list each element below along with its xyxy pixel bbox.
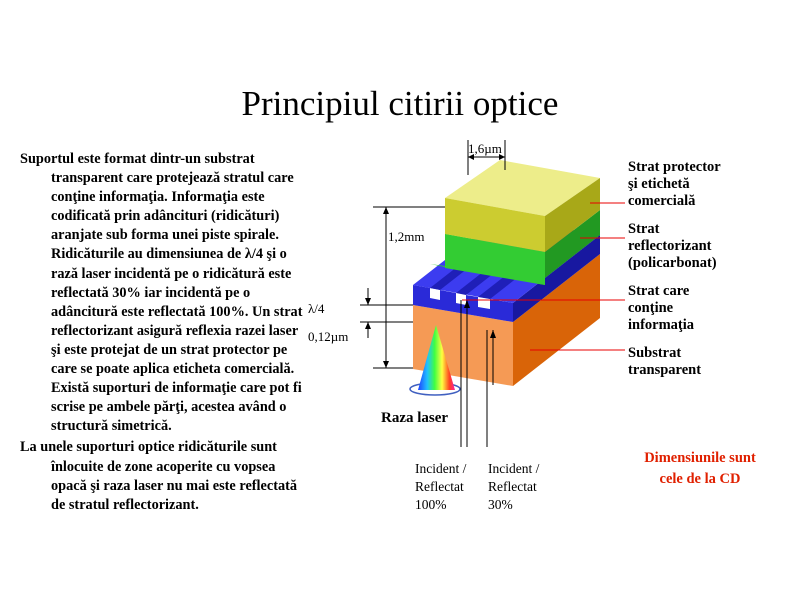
dim-height-label: 1,2mm <box>388 229 425 244</box>
laser-label: Raza laser <box>381 410 449 426</box>
dim-height-arrow-up <box>383 207 389 214</box>
label-reflective-1: Strat <box>628 221 660 237</box>
dim-pit-label: 0,12µm <box>308 329 349 344</box>
incident-100-line-2: Reflectat <box>415 479 464 494</box>
label-protective-1: Strat protector <box>628 159 721 175</box>
label-information-2: conţine <box>628 300 674 316</box>
incident-30-line-1: Incident / <box>488 461 540 476</box>
dim-lambda-head-up <box>365 322 371 329</box>
dim-height-arrow-down <box>383 361 389 368</box>
incident-30-line-2: Reflectat <box>488 479 537 494</box>
label-protective-2: şi etichetă <box>628 176 690 192</box>
paragraph-secondary: La unele suporturi optice ridicăturile sunt înlocuite de zone acoperite cu vopsea opacă şi raza laser nu mai este reflectată de stratul reflectorizant. <box>20 439 298 513</box>
label-reflective-2: reflectorizant <box>628 238 712 254</box>
dim-lambda-label: λ/4 <box>308 301 325 316</box>
note-line-2: cele de la CD <box>659 471 741 487</box>
label-substrate-2: transparent <box>628 362 702 378</box>
dim-width-label: 1,6µm <box>468 141 502 156</box>
paragraph-main: Suportul este format dintr-un substrat transparent care protejează stratul care conţine informaţia. Informaţia este codificată prin adâncituri (ridicături) aranjate sub forma unei piste spirale. Ridicăturile au dimensiunea de λ/4 şi o rază laser incidentă pe o ridicătură este reflectată 30% iar incidentă pe o adâncitură este reflectată 100%. Un strat reflectorizant asigură reflexia razei laser şi este protejat de un strat protector pe care se poate aplica eticheta comercială. Există suporturi de informaţie care pot fi scrise pe ambele părţi, acestea având o structură simetrică. <box>20 151 303 435</box>
label-reflective-3: (policarbonat) <box>628 255 717 271</box>
page-title: Principiul citirii optice <box>241 84 559 123</box>
incident-30-line-3: 30% <box>488 497 513 512</box>
label-information-1: Strat care <box>628 283 690 299</box>
label-protective-3: comercială <box>628 193 696 209</box>
incident-100-line-3: 100% <box>415 497 447 512</box>
label-substrate-1: Substrat <box>628 345 682 361</box>
label-information-3: informaţia <box>628 317 695 333</box>
note-line-1: Dimensiunile sunt <box>644 450 756 466</box>
incident-100-line-1: Incident / <box>415 461 467 476</box>
dim-lambda-head-down <box>365 298 371 305</box>
